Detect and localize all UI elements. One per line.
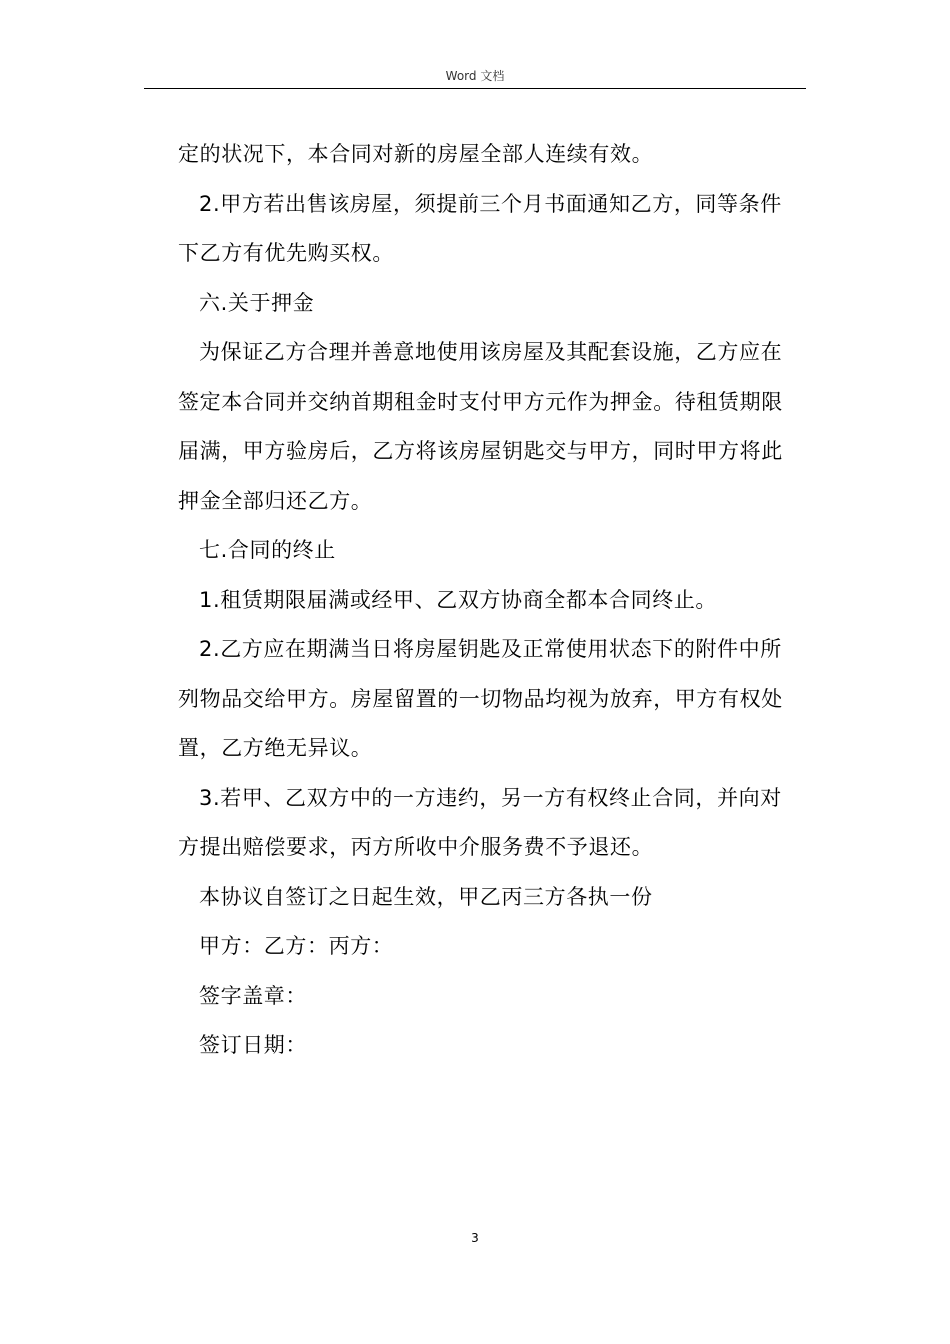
paragraph-1: 定的状况下，本合同对新的房屋全部人连续有效。 <box>178 142 654 166</box>
paragraph-11: 2.乙方应在期满当日将房屋钥匙及正常使用状态下的附件中所 <box>199 637 782 661</box>
section-heading-deposit: 六.关于押金 <box>199 290 315 315</box>
header-divider <box>144 88 806 89</box>
paragraph-14: 3.若甲、乙双方中的一方违约，另一方有权终止合同，并向对 <box>199 785 782 810</box>
paragraph-5: 为保证乙方合理并善意地使用该房屋及其配套设施，乙方应在 <box>199 340 783 364</box>
paragraph-10: 1.租赁期限届满或经甲、乙双方协商全都本合同终止。 <box>199 587 718 612</box>
paragraph-16: 本协议自签订之日起生效，甲乙丙三方各执一份 <box>199 884 653 909</box>
signature-seal: 签字盖章： <box>199 983 307 1008</box>
paragraph-7: 届满，甲方验房后，乙方将该房屋钥匙交与甲方，同时甲方将此 <box>178 439 783 463</box>
page-number: 3 <box>471 1231 479 1245</box>
signature-date: 签订日期： <box>199 1033 307 1057</box>
signature-parties: 甲方：乙方：丙方： <box>199 934 394 958</box>
paragraph-13: 置，乙方绝无异议。 <box>178 736 373 760</box>
paragraph-8: 押金全部归还乙方。 <box>178 488 373 513</box>
document-body <box>178 130 808 1071</box>
paragraph-3: 下乙方有优先购买权。 <box>178 241 394 265</box>
paragraph-6: 签定本合同并交纳首期租金时支付甲方元作为押金。待租赁期限 <box>178 389 783 414</box>
paragraph-2: 2.甲方若出售该房屋，须提前三个月书面通知乙方，同等条件 <box>199 191 782 216</box>
section-heading-termination: 七.合同的终止 <box>199 538 336 562</box>
page-header: Word 文档 <box>445 69 505 83</box>
paragraph-12: 列物品交给甲方。房屋留置的一切物品均视为放弃，甲方有权处 <box>178 686 783 711</box>
paragraph-15: 方提出赔偿要求，丙方所收中介服务费不予退还。 <box>178 835 654 859</box>
